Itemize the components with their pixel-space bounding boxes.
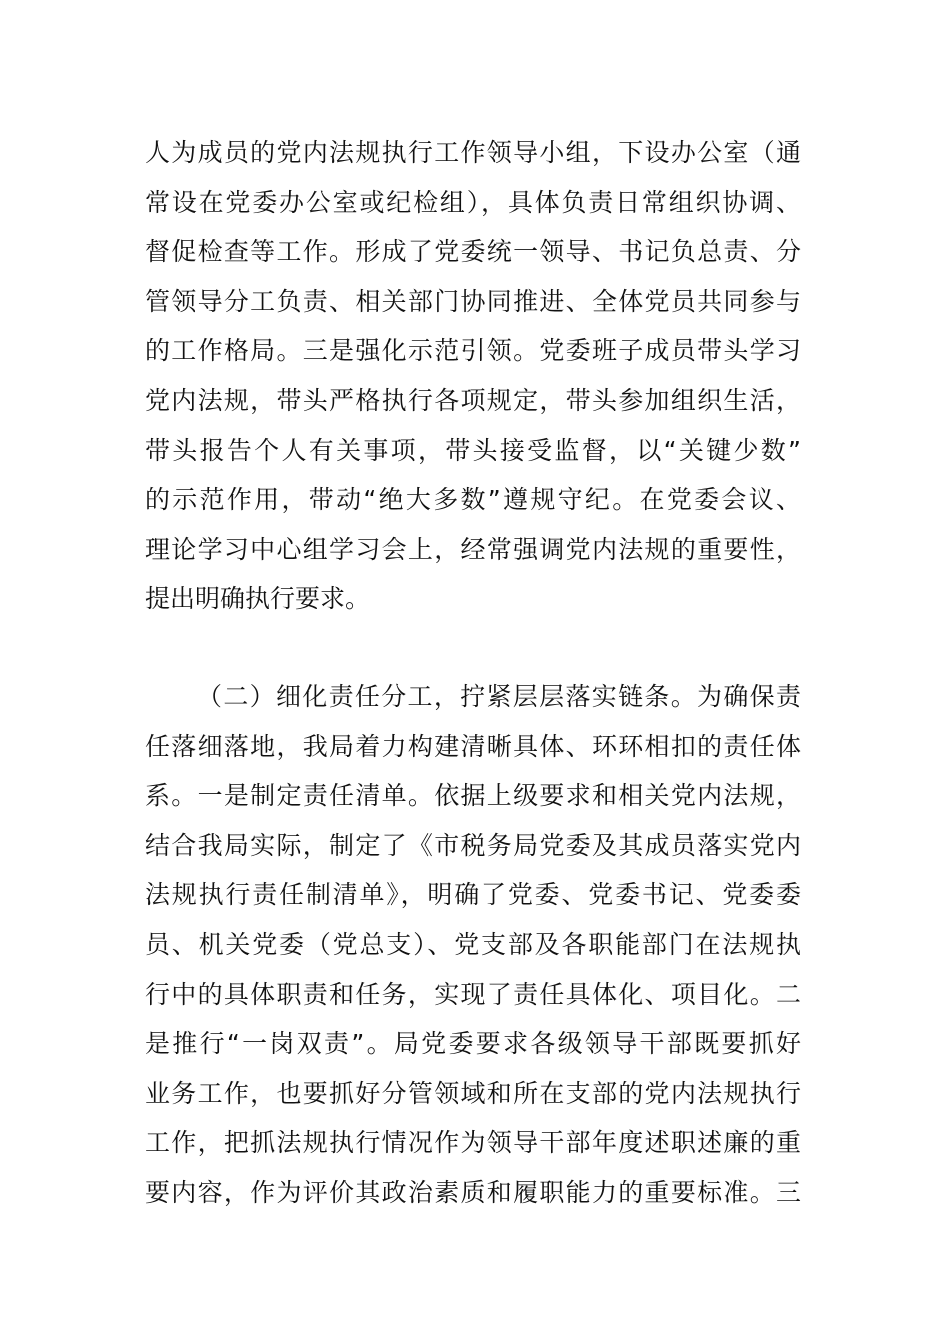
text-line: 的工作格局。三是强化示范引领。党委班子成员带头学习 bbox=[145, 336, 801, 366]
text-line: 员、机关党委（党总支）、党支部及各职能部门在法规执 bbox=[145, 929, 801, 959]
text-line: 提出明确执行要求。 bbox=[145, 584, 371, 614]
paragraph-1 bbox=[145, 128, 801, 624]
section-heading-line: （二）细化责任分工，拧紧层层落实链条。为确保责 bbox=[197, 682, 801, 711]
text-line: 业务工作，也要抓好分管领域和所在支部的党内法规执行 bbox=[145, 1078, 801, 1108]
text-line: 理论学习中心组学习会上，经常强调党内法规的重要性， bbox=[145, 534, 801, 564]
paragraph-2 bbox=[145, 672, 801, 1218]
text-line: 督促检查等工作。形成了党委统一领导、书记负总责、分 bbox=[145, 237, 801, 267]
text-line: 是推行“一岗双责”。局党委要求各级领导干部既要抓好 bbox=[145, 1029, 801, 1059]
text-line: 法规执行责任制清单》，明确了党委、党委书记、党委委 bbox=[145, 880, 801, 910]
text-line: 常设在党委办公室或纪检组），具体负责日常组织协调、 bbox=[145, 187, 801, 217]
text-line: 行中的具体职责和任务，实现了责任具体化、项目化。二 bbox=[145, 979, 801, 1009]
text-line: 要内容，作为评价其政治素质和履职能力的重要标准。三 bbox=[145, 1177, 801, 1207]
text-line: 结合我局实际，制定了《市税务局党委及其成员落实党内 bbox=[145, 830, 801, 860]
text-line: 系。一是制定责任清单。依据上级要求和相关党内法规， bbox=[145, 781, 801, 811]
text-line: 工作，把抓法规执行情况作为领导干部年度述职述廉的重 bbox=[145, 1128, 801, 1158]
text-line: 管领导分工负责、相关部门协同推进、全体党员共同参与 bbox=[145, 286, 801, 316]
text-line: 任落细落地，我局着力构建清晰具体、环环相扣的责任体 bbox=[145, 731, 801, 761]
text-line: 党内法规，带头严格执行各项规定，带头参加组织生活， bbox=[145, 385, 801, 415]
text-line: 人为成员的党内法规执行工作领导小组，下设办公室（通 bbox=[145, 138, 801, 167]
text-line: 带头报告个人有关事项，带头接受监督，以“关键少数” bbox=[145, 435, 801, 465]
text-line: 的示范作用，带动“绝大多数”遵规守纪。在党委会议、 bbox=[145, 485, 801, 515]
